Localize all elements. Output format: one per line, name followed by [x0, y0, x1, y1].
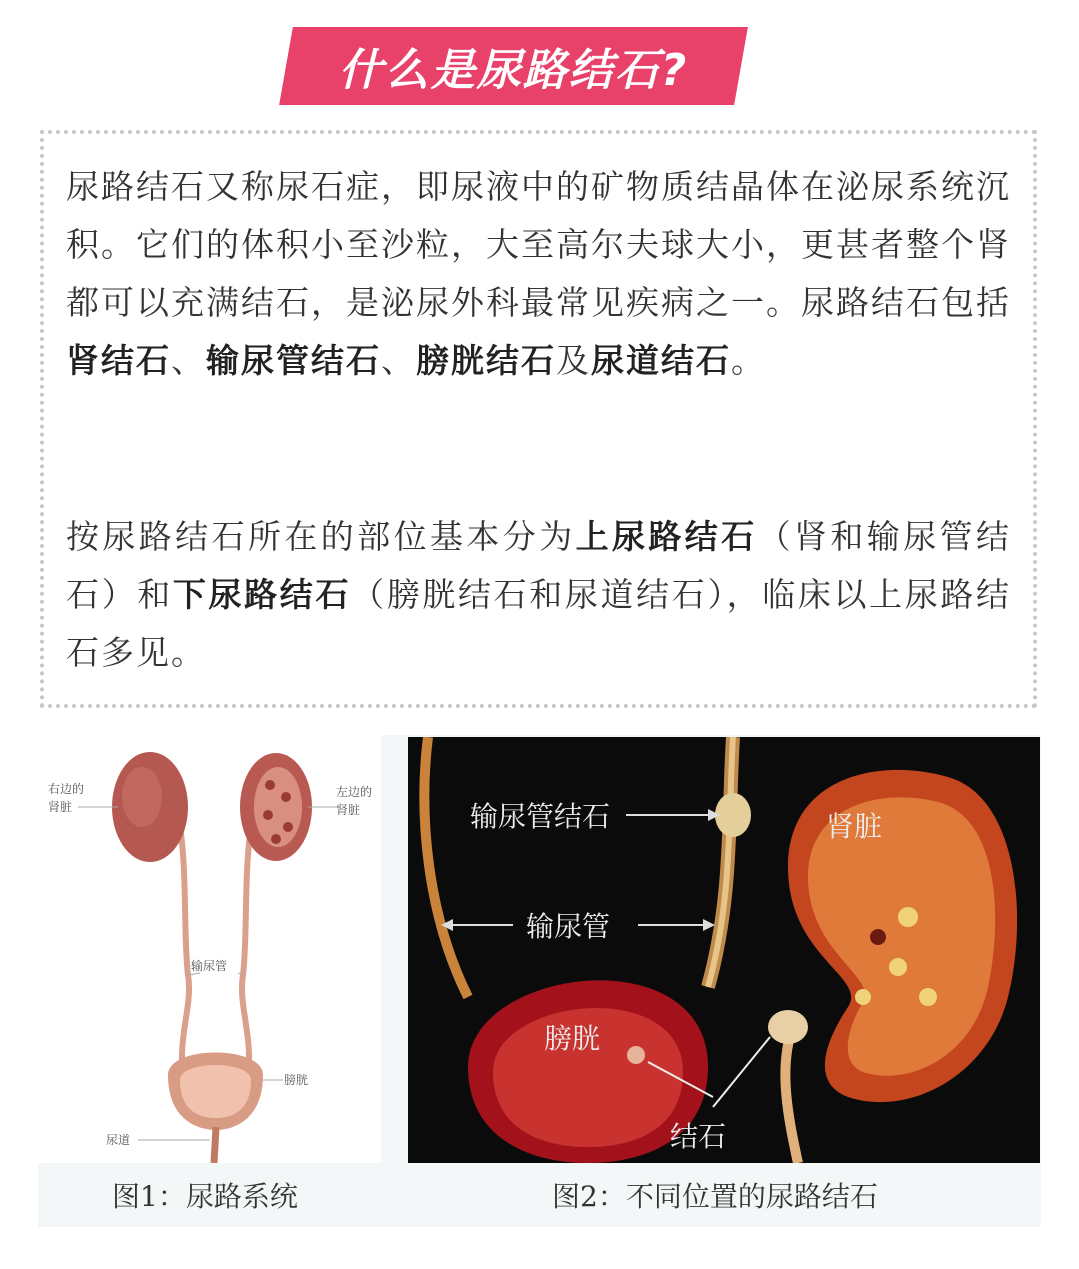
para2-text-mid: （肾和输尿管结石）和	[66, 517, 1012, 614]
label-line: 左边的	[336, 785, 373, 799]
label-left-kidney	[336, 783, 372, 819]
label-bladder: 膀胱	[544, 1022, 601, 1055]
para1-text: 尿路结石又称尿石症，即尿液中的矿物质结晶体在泌尿系统沉积。它们的体积小至沙粒，大至高尔夫球大小，更甚者整个肾都可以充满结石，是泌尿外科最常见疾病之一。尿路结石包括	[66, 167, 1011, 322]
figure2-caption: 图2：不同位置的尿路结石	[552, 1180, 878, 1213]
label-line: 肾脏	[336, 803, 361, 817]
paragraph-classification	[66, 508, 1011, 682]
label-ureter-stone: 输尿管结石	[470, 800, 611, 833]
figure-stone-locations	[408, 737, 1040, 1163]
label-ureter: 输尿管	[191, 959, 228, 973]
label-line: 肾脏	[48, 800, 73, 814]
label-stone: 结石	[670, 1120, 727, 1153]
paragraph-definition	[66, 158, 1011, 390]
separator: 、	[171, 341, 206, 380]
term-urethra-stone: 尿道结石	[591, 341, 731, 380]
page-title: 什么是尿路结石?	[338, 45, 689, 96]
label-line: 右边的	[48, 782, 85, 796]
label-kidney: 肾脏	[826, 810, 883, 843]
label-bladder: 膀胱	[284, 1073, 309, 1087]
period: 。	[731, 341, 766, 380]
separator: 、	[381, 341, 416, 380]
urinary-system-illustration	[38, 735, 381, 1163]
term-kidney-stone: 肾结石	[66, 341, 171, 380]
label-ureter: 输尿管	[526, 910, 611, 943]
term-bladder-stone: 膀胱结石	[416, 341, 556, 380]
para2-text-end: （膀胱结石和尿道结石），临床以上尿路结石多见。	[66, 575, 1012, 672]
figure-urinary-system	[38, 735, 381, 1163]
term-ureter-stone: 输尿管结石	[206, 341, 381, 380]
conjunction: 及	[556, 341, 591, 380]
figure1-caption: 图1：尿路系统	[112, 1180, 298, 1213]
para2-text: 按尿路结石所在的部位基本分为	[66, 517, 576, 556]
term-upper-tract-stone: 上尿路结石	[575, 517, 758, 556]
label-right-kidney	[48, 780, 84, 816]
label-urethra: 尿道	[106, 1133, 131, 1147]
term-lower-tract-stone: 下尿路结石	[172, 575, 352, 614]
